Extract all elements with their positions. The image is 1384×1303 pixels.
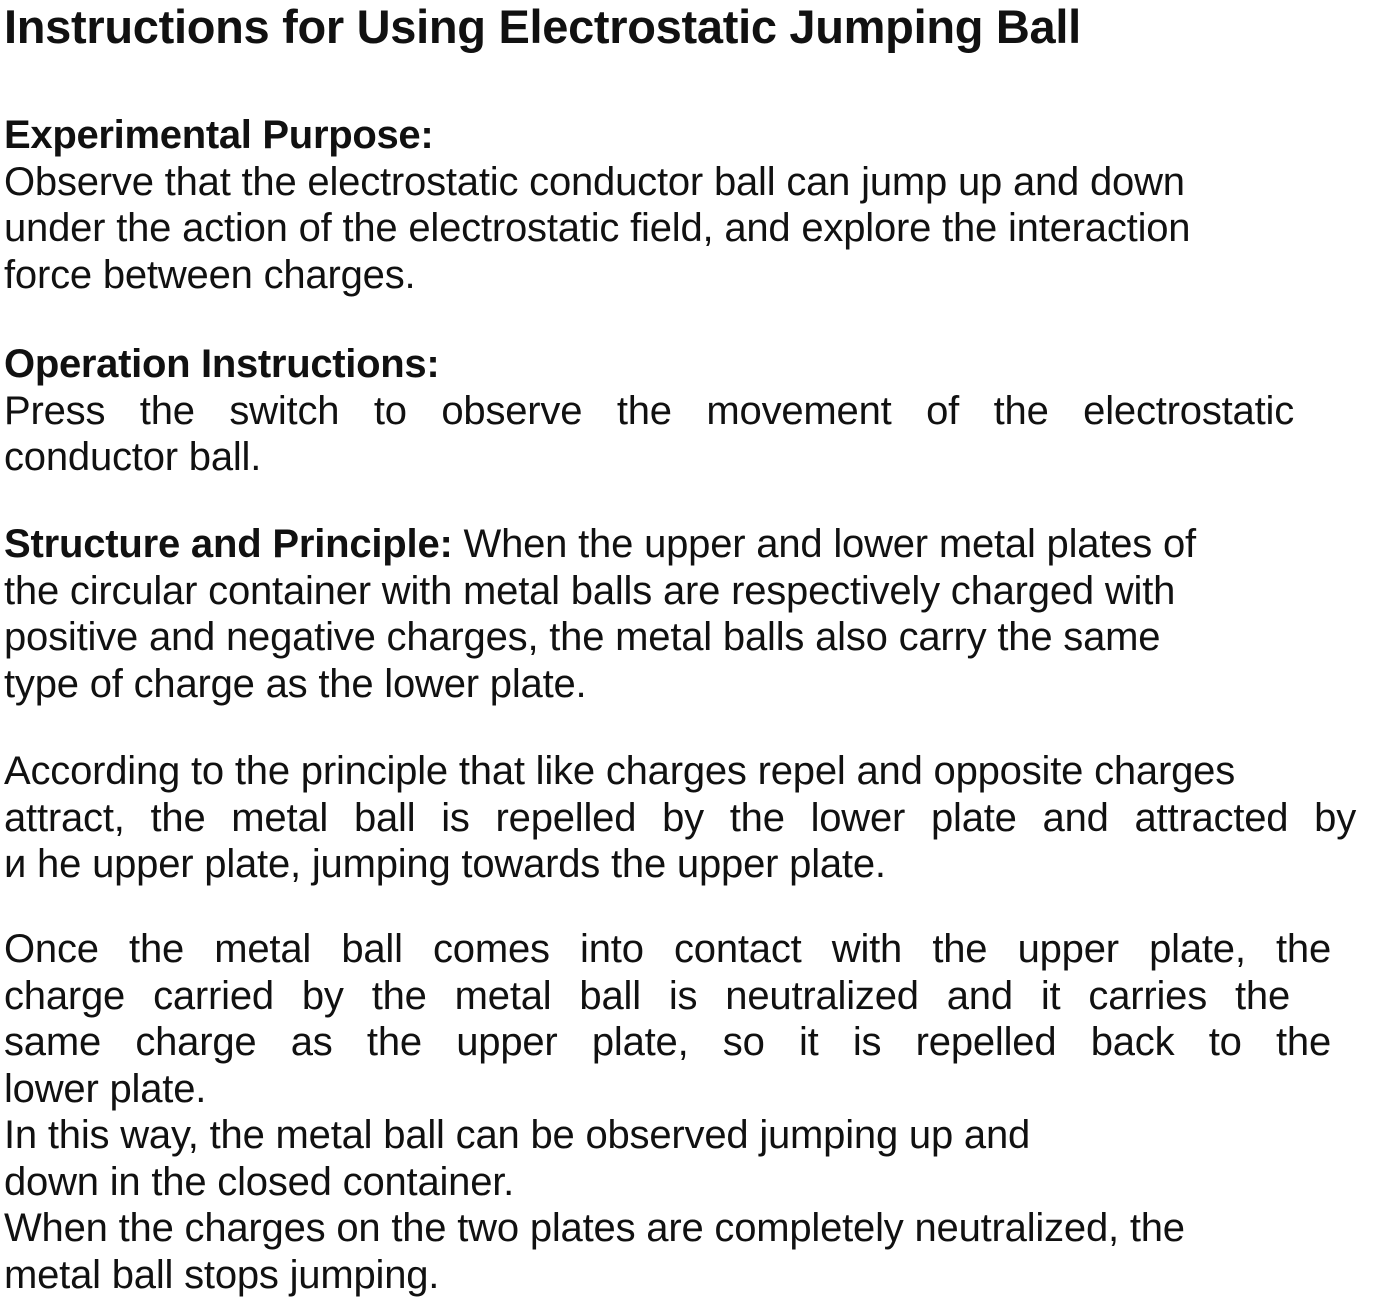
document-title: Instructions for Using Electrostatic Jumping Ball <box>4 0 1081 53</box>
contact-line: metal ball stops jumping. <box>4 1252 440 1297</box>
section-contact-explanation <box>4 926 1331 1298</box>
structure-first-line <box>4 521 1196 568</box>
operation-line: conductor ball. <box>4 435 262 479</box>
principle-line: According to the principle that like charges repel and opposite charges <box>4 749 1235 793</box>
purpose-line: Observe that the electrostatic conductor ball can jump up and down <box>4 159 1185 204</box>
purpose-line: under the action of the electrostatic field, and explore the interaction <box>4 206 1191 250</box>
section-experimental-purpose <box>4 112 1190 298</box>
contact-line: lower plate. <box>4 1066 207 1111</box>
operation-line: Press the switch to observe the movement of the electrostatic <box>4 388 1294 433</box>
section-principle-explanation <box>4 748 1356 888</box>
structure-first-line-text: When the upper and lower metal plates of <box>452 522 1196 566</box>
structure-heading: Structure and Principle: <box>4 522 453 566</box>
purpose-heading: Experimental Purpose: <box>4 113 434 157</box>
principle-line: attract, the metal ball is repelled by the lower plate and attracted by <box>4 795 1356 840</box>
structure-line: the circular container with metal balls are respectively charged with <box>4 568 1176 613</box>
contact-line: same charge as the upper plate, so it is repelled back to the <box>4 1020 1331 1064</box>
principle-line: и he upper plate, jumping towards the upper plate. <box>4 842 886 886</box>
section-structure-principle <box>4 521 1196 707</box>
purpose-line: force between charges. <box>4 252 416 297</box>
contact-line: down in the closed container. <box>4 1159 515 1204</box>
contact-line: Once the metal ball comes into contact with the upper plate, the <box>4 927 1331 971</box>
contact-line: In this way, the metal ball can be observed jumping up and <box>4 1113 1031 1157</box>
contact-line: charge carried by the metal ball is neutralized and it carries the <box>4 973 1290 1018</box>
operation-heading: Operation Instructions: <box>4 342 440 386</box>
section-operation-instructions <box>4 341 1294 481</box>
structure-line: type of charge as the lower plate. <box>4 661 587 706</box>
structure-line: positive and negative charges, the metal balls also carry the same <box>4 615 1161 659</box>
contact-line: When the charges on the two plates are completely neutralized, the <box>4 1206 1185 1250</box>
